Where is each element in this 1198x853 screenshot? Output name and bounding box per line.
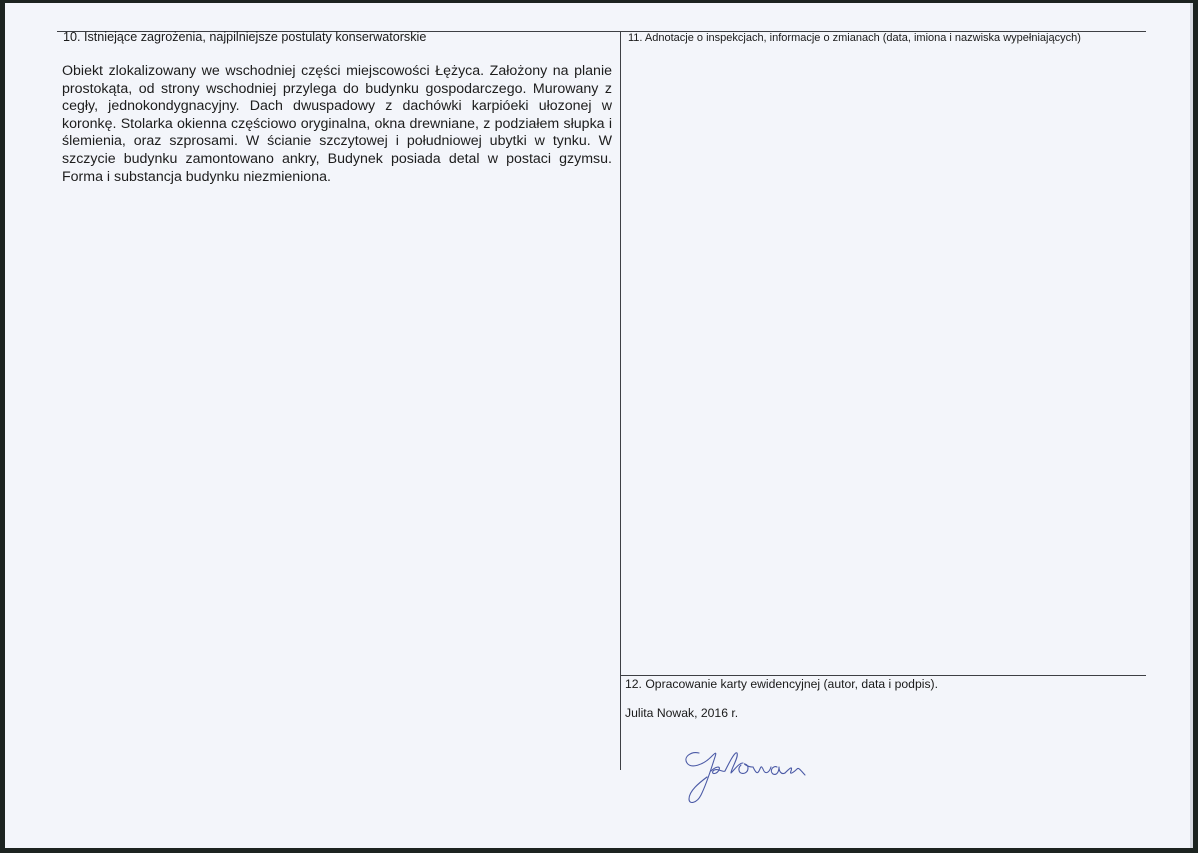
section-11-heading: 11. Adnotacje o inspekcjach, informacje o zmianach (data, imiona i nazwiska wypełniających) [628,32,1081,44]
author-line: Julita Nowak, 2016 r. [625,706,739,720]
section-10-body: Obiekt zlokalizowany we wschodniej części miejscowości Łężyca. Założony na planie prostokąta, od strony wschodniej przylega do budynku gospodarczego. Murowany z cegły, jednokondygnacyjny. Dach dwuspadowy z dachówki karpióeki ułozonej w koronkę. Stolarka okienna częściowo oryginalna, okna drewniane, z podziałem słupka i ślemienia, oraz szprosami. W ścianie szczytowej i południowej ubytki w tynku. W szczycie budynku zamontowano ankry, Budynek posiada detal w postaci gzymsu. Forma i substancja budynku niezmieniona. [62,63,612,185]
scan-edge [1190,3,1193,848]
section-12-rule [620,675,1146,676]
section-12-heading: 12. Opracowanie karty ewidencyjnej (autor, data i podpis). [625,677,938,691]
column-divider [620,31,621,770]
document-page [5,3,1193,848]
signature-icon [677,743,857,813]
section-10-heading: 10. Istniejące zagrożenia, najpilniejsze postulaty konserwatorskie [63,30,427,44]
